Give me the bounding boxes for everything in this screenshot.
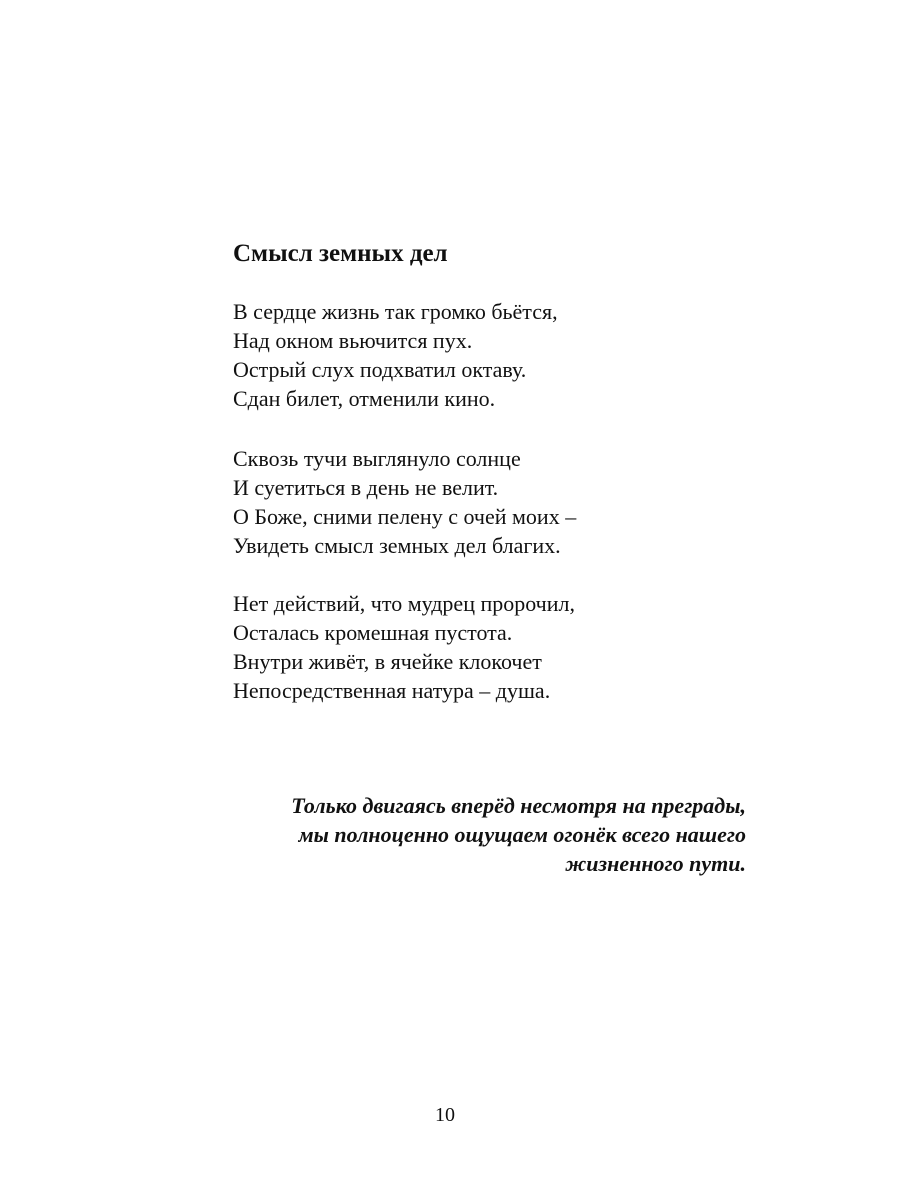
- verse-line: Внутри живёт, в ячейке клокочет: [233, 649, 542, 674]
- verse-line: Сквозь тучи выглянуло солнце: [233, 446, 521, 471]
- verse-line: Сдан билет, отменили кино.: [233, 386, 496, 411]
- epigraph-quote: [291, 791, 746, 878]
- page-number: 10: [435, 1104, 455, 1126]
- verse-line: Над окном вьючится пух.: [233, 328, 473, 353]
- verse-line: О Боже, сними пелену с очей моих –: [233, 504, 577, 529]
- stanza-2: [233, 444, 576, 560]
- verse-line: И суетиться в день не велит.: [233, 475, 499, 500]
- verse-line: В сердце жизнь так громко бьётся,: [233, 299, 558, 324]
- epigraph-line: жизненного пути.: [565, 851, 746, 876]
- verse-line: Увидеть смысл земных дел благих.: [233, 533, 561, 558]
- poem-title: Смысл земных дел: [233, 240, 448, 267]
- stanza-1: [233, 297, 558, 413]
- verse-line: Острый слух подхватил октаву.: [233, 357, 527, 382]
- epigraph-line: мы полноценно ощущаем огонёк всего нашего: [298, 822, 746, 847]
- verse-line: Непосредственная натура – душа.: [233, 678, 551, 703]
- verse-line: Нет действий, что мудрец пророчил,: [233, 591, 575, 616]
- epigraph-line: Только двигаясь вперёд несмотря на преграды,: [291, 793, 746, 818]
- stanza-3: [233, 589, 575, 705]
- verse-line: Осталась кромешная пустота.: [233, 620, 513, 645]
